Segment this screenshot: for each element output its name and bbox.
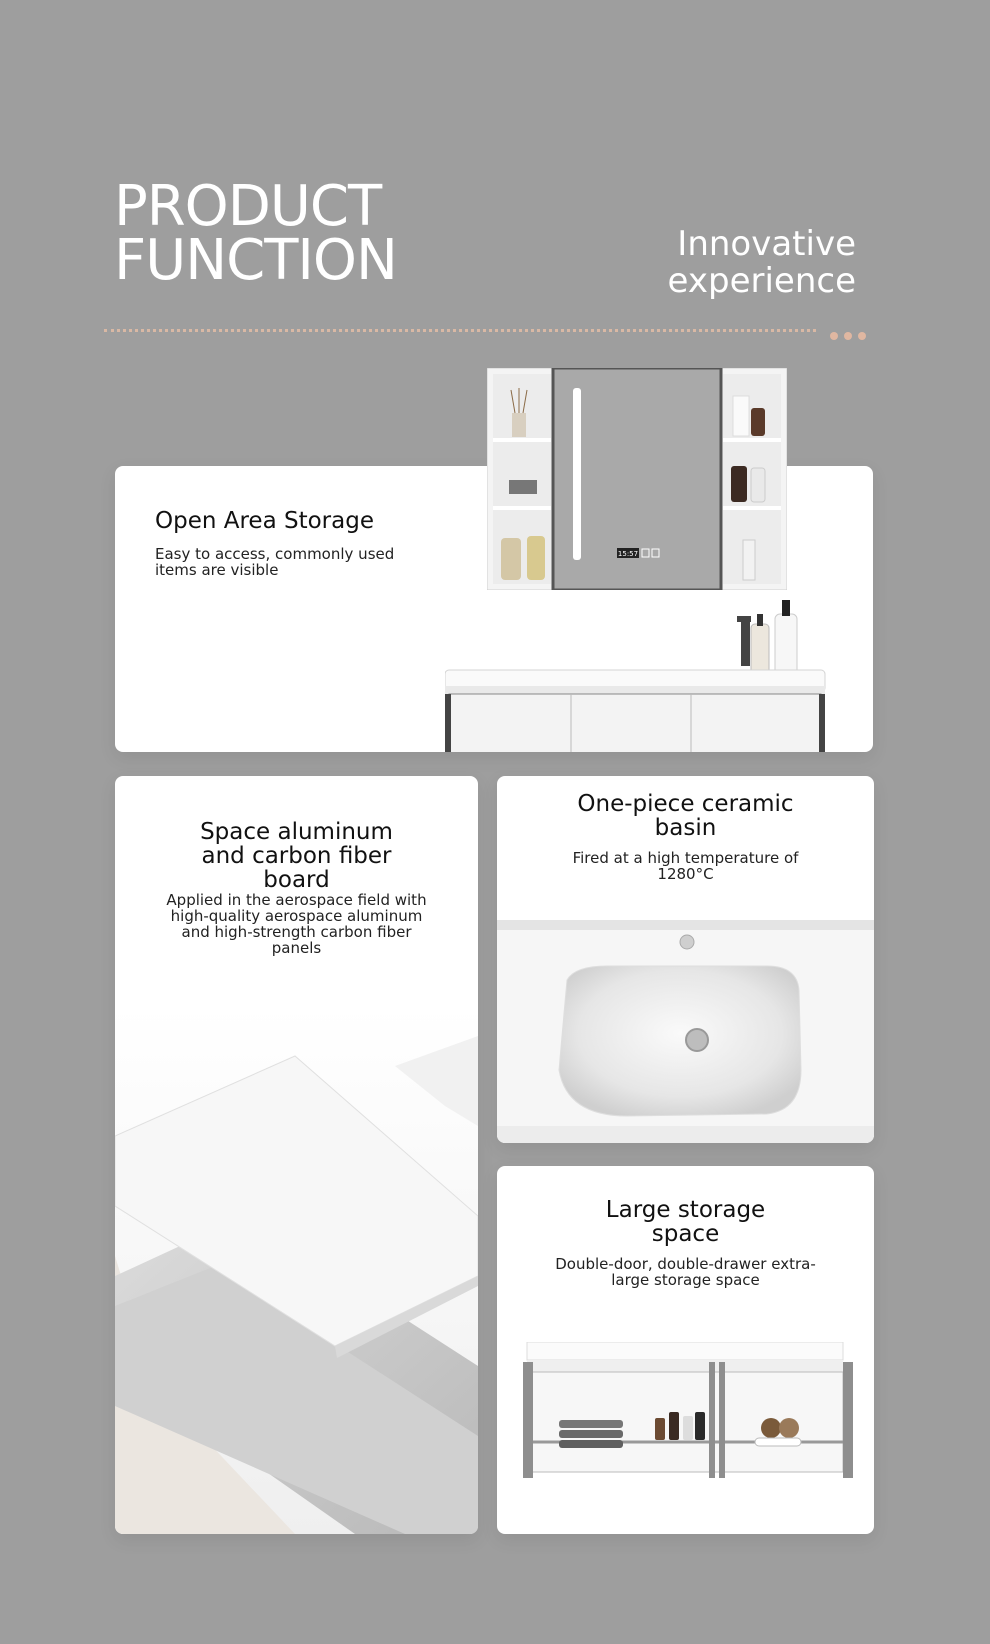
subtitle-line-2: experience (667, 261, 856, 301)
page-title (114, 174, 397, 293)
board-layers-image (115, 1006, 478, 1534)
vanity-image (445, 596, 845, 752)
card-open-area-storage (115, 466, 873, 752)
card-title: Large storage space (605, 1197, 766, 1247)
basin-image (497, 920, 874, 1143)
title-line-1: PRODUCT (114, 174, 382, 239)
storage-cabinet-image (523, 1342, 853, 1492)
title-line-2: FUNCTION (114, 228, 397, 293)
divider-dots (830, 327, 872, 345)
card-description: Double-door, double-drawer extra-large storage space (555, 1255, 816, 1289)
card-title: Open Area Storage (155, 508, 374, 534)
mirror-cabinet-image (487, 368, 787, 590)
dotted-divider (104, 329, 816, 332)
mirror-clock-text: 15:57 (617, 550, 639, 558)
subtitle-line-1: Innovative (677, 224, 856, 264)
page-subtitle (668, 226, 856, 300)
card-title: One-piece ceramic basin (577, 791, 794, 841)
card-description: Fired at a high temperature of 1280°C (572, 849, 799, 883)
card-title: Space aluminum and carbon fiber board (200, 819, 393, 893)
card-large-storage (497, 1166, 874, 1534)
card-aluminum-carbon-board (115, 776, 478, 1534)
card-description: Applied in the aerospace field with high-quality aerospace aluminum and high-strength carbon fiber panels (166, 891, 427, 957)
card-description: Easy to access, commonly used items are visible (155, 545, 395, 579)
card-ceramic-basin (497, 776, 874, 1143)
